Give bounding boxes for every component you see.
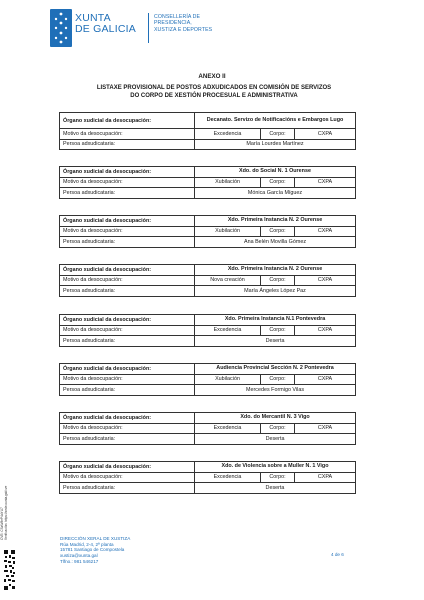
person-value: Mónica García Míguez bbox=[195, 188, 356, 199]
person-row bbox=[60, 385, 356, 396]
organ-row bbox=[60, 315, 356, 326]
person-row bbox=[60, 237, 356, 248]
reason-row bbox=[60, 423, 356, 434]
brand-line-2: DE GALICIA bbox=[75, 23, 136, 35]
organ-label: Órgano xudicial da desocupación: bbox=[60, 167, 195, 178]
entry-table bbox=[59, 412, 356, 445]
corps-label: Corpo: bbox=[261, 177, 295, 188]
reason-row bbox=[60, 374, 356, 385]
person-label: Persoa adxudicataria: bbox=[60, 483, 195, 494]
organ-label: Órgano xudicial da desocupación: bbox=[60, 265, 195, 276]
reason-label: Motivo da desocupación: bbox=[60, 177, 195, 188]
reason-label: Motivo da desocupación: bbox=[60, 472, 195, 483]
reason-label: Motivo da desocupación: bbox=[60, 129, 195, 140]
corps-value: CXPA bbox=[295, 226, 356, 237]
person-label: Persoa adxudicataria: bbox=[60, 139, 195, 150]
person-label: Persoa adxudicataria: bbox=[60, 286, 195, 297]
person-value: Deserta bbox=[195, 336, 356, 347]
ministry-line-2: PRESIDENCIA, bbox=[154, 20, 192, 27]
entry-table bbox=[59, 112, 356, 150]
brand-name bbox=[75, 13, 136, 35]
document-title: LISTAXE PROVISIONAL DE POSTOS ADXUDICADOS EN COMISIÓN DE SERVIZOS DO CORPO DE XESTIÓN PROCESUAL E ADMINISTRATIVA bbox=[96, 85, 332, 99]
corps-label: Corpo: bbox=[261, 129, 295, 140]
organ-label: Órgano xudicial da desocupación: bbox=[60, 216, 195, 227]
page-number: 4 de 6 bbox=[331, 552, 344, 557]
person-row bbox=[60, 483, 356, 494]
person-label: Persoa adxudicataria: bbox=[60, 188, 195, 199]
person-row bbox=[60, 336, 356, 347]
entry-table bbox=[59, 363, 356, 396]
footer-phone: Tlfno.: 981 546217 bbox=[60, 558, 99, 564]
corps-label: Corpo: bbox=[261, 374, 295, 385]
organ-value: Xdo. do Social N. 1 Ourense bbox=[195, 167, 356, 178]
person-row bbox=[60, 286, 356, 297]
organ-value: Decanato. Servizo de Notificacións e Embargos Lugo bbox=[195, 113, 356, 129]
reason-value: Excedencia bbox=[195, 423, 261, 434]
reason-row bbox=[60, 226, 356, 237]
reason-label: Motivo da desocupación: bbox=[60, 275, 195, 286]
annex-title: ANEXO II bbox=[198, 73, 226, 80]
organ-label: Órgano xudicial da desocupación: bbox=[60, 113, 195, 129]
person-value: Deserta bbox=[195, 434, 356, 445]
brand-line-1: XUNTA bbox=[75, 12, 111, 24]
verification-side-text bbox=[1, 480, 9, 540]
reason-label: Motivo da desocupación: bbox=[60, 325, 195, 336]
entry-table bbox=[59, 264, 356, 297]
page-header bbox=[50, 9, 250, 49]
corps-label: Corpo: bbox=[261, 472, 295, 483]
person-value: María Lourdes Martínez bbox=[195, 139, 356, 150]
footer-email[interactable]: xustiza@xunta.gal bbox=[60, 553, 98, 559]
corps-value: CXPA bbox=[295, 325, 356, 336]
reason-label: Motivo da desocupación: bbox=[60, 423, 195, 434]
organ-value: Xdo. do Mercantil N. 3 Vigo bbox=[195, 413, 356, 424]
organ-row bbox=[60, 265, 356, 276]
verification-url[interactable]: Verificación: https://sede.xunta.gal/cve bbox=[3, 485, 8, 540]
footer-department: DIRECCIÓN XERAL DE XUSTIZA bbox=[60, 536, 131, 541]
reason-value: Xubilación bbox=[195, 226, 261, 237]
organ-value: Audiencia Provincial Sección N. 2 Pontevedra bbox=[195, 364, 356, 375]
organ-row bbox=[60, 413, 356, 424]
corps-label: Corpo: bbox=[261, 325, 295, 336]
reason-row bbox=[60, 129, 356, 140]
verification-code: CVE: CSxW8eP4dYU7 bbox=[0, 507, 4, 540]
ministry-line-3: XUSTIZA E DEPORTES bbox=[154, 26, 213, 33]
person-row bbox=[60, 434, 356, 445]
reason-value: Xubilación bbox=[195, 177, 261, 188]
footer-city: 15781 Santiago de Compostela bbox=[60, 547, 125, 553]
organ-row bbox=[60, 364, 356, 375]
footer-address: Rúa Madrid, 2-4, 2ª planta bbox=[60, 541, 114, 547]
person-row bbox=[60, 139, 356, 150]
reason-row bbox=[60, 177, 356, 188]
organ-row bbox=[60, 113, 356, 129]
qr-code-icon bbox=[4, 550, 15, 590]
ministry-name bbox=[154, 14, 212, 33]
organ-label: Órgano xudicial da desocupación: bbox=[60, 413, 195, 424]
organ-value: Xdo. Primeira Instancia N.1 Pontevedra bbox=[195, 315, 356, 326]
person-label: Persoa adxudicataria: bbox=[60, 385, 195, 396]
person-label: Persoa adxudicataria: bbox=[60, 434, 195, 445]
reason-label: Motivo da desocupación: bbox=[60, 226, 195, 237]
corps-label: Corpo: bbox=[261, 275, 295, 286]
corps-value: CXPA bbox=[295, 423, 356, 434]
organ-row bbox=[60, 216, 356, 227]
organ-value: Xdo. de Violencia sobre a Muller N. 1 Vigo bbox=[195, 462, 356, 473]
corps-value: CXPA bbox=[295, 275, 356, 286]
entry-table bbox=[59, 215, 356, 248]
organ-label: Órgano xudicial da desocupación: bbox=[60, 364, 195, 375]
person-label: Persoa adxudicataria: bbox=[60, 237, 195, 248]
person-value: Deserta bbox=[195, 483, 356, 494]
page-footer bbox=[60, 536, 130, 565]
reason-row bbox=[60, 275, 356, 286]
organ-row bbox=[60, 462, 356, 473]
reason-value: Excedencia bbox=[195, 129, 261, 140]
organ-value: Xdo. Primeira Instancia N. 2 Ourense bbox=[195, 216, 356, 227]
organ-value: Xdo. Primeira Instancia N. 2 Ourense bbox=[195, 265, 356, 276]
xunta-logo-icon bbox=[50, 9, 72, 47]
reason-label: Motivo da desocupación: bbox=[60, 374, 195, 385]
person-label: Persoa adxudicataria: bbox=[60, 336, 195, 347]
person-value: María Ángeles López Paz bbox=[195, 286, 356, 297]
person-value: Ana Belén Movilla Gómez bbox=[195, 237, 356, 248]
reason-row bbox=[60, 325, 356, 336]
reason-value: Xubilación bbox=[195, 374, 261, 385]
organ-label: Órgano xudicial da desocupación: bbox=[60, 315, 195, 326]
entry-table bbox=[59, 314, 356, 347]
reason-value: Nova creación bbox=[195, 275, 261, 286]
organ-row bbox=[60, 167, 356, 178]
reason-value: Excedencia bbox=[195, 472, 261, 483]
entry-table bbox=[59, 166, 356, 199]
corps-label: Corpo: bbox=[261, 423, 295, 434]
reason-row bbox=[60, 472, 356, 483]
reason-value: Excedencia bbox=[195, 325, 261, 336]
corps-label: Corpo: bbox=[261, 226, 295, 237]
organ-label: Órgano xudicial da desocupación: bbox=[60, 462, 195, 473]
corps-value: CXPA bbox=[295, 374, 356, 385]
corps-value: CXPA bbox=[295, 177, 356, 188]
entry-table bbox=[59, 461, 356, 494]
brand-divider bbox=[148, 13, 149, 43]
person-value: Mercedes Formigo Vilas bbox=[195, 385, 356, 396]
person-row bbox=[60, 188, 356, 199]
corps-value: CXPA bbox=[295, 129, 356, 140]
ministry-line-1: CONSELLERÍA DE bbox=[154, 14, 201, 20]
corps-value: CXPA bbox=[295, 472, 356, 483]
